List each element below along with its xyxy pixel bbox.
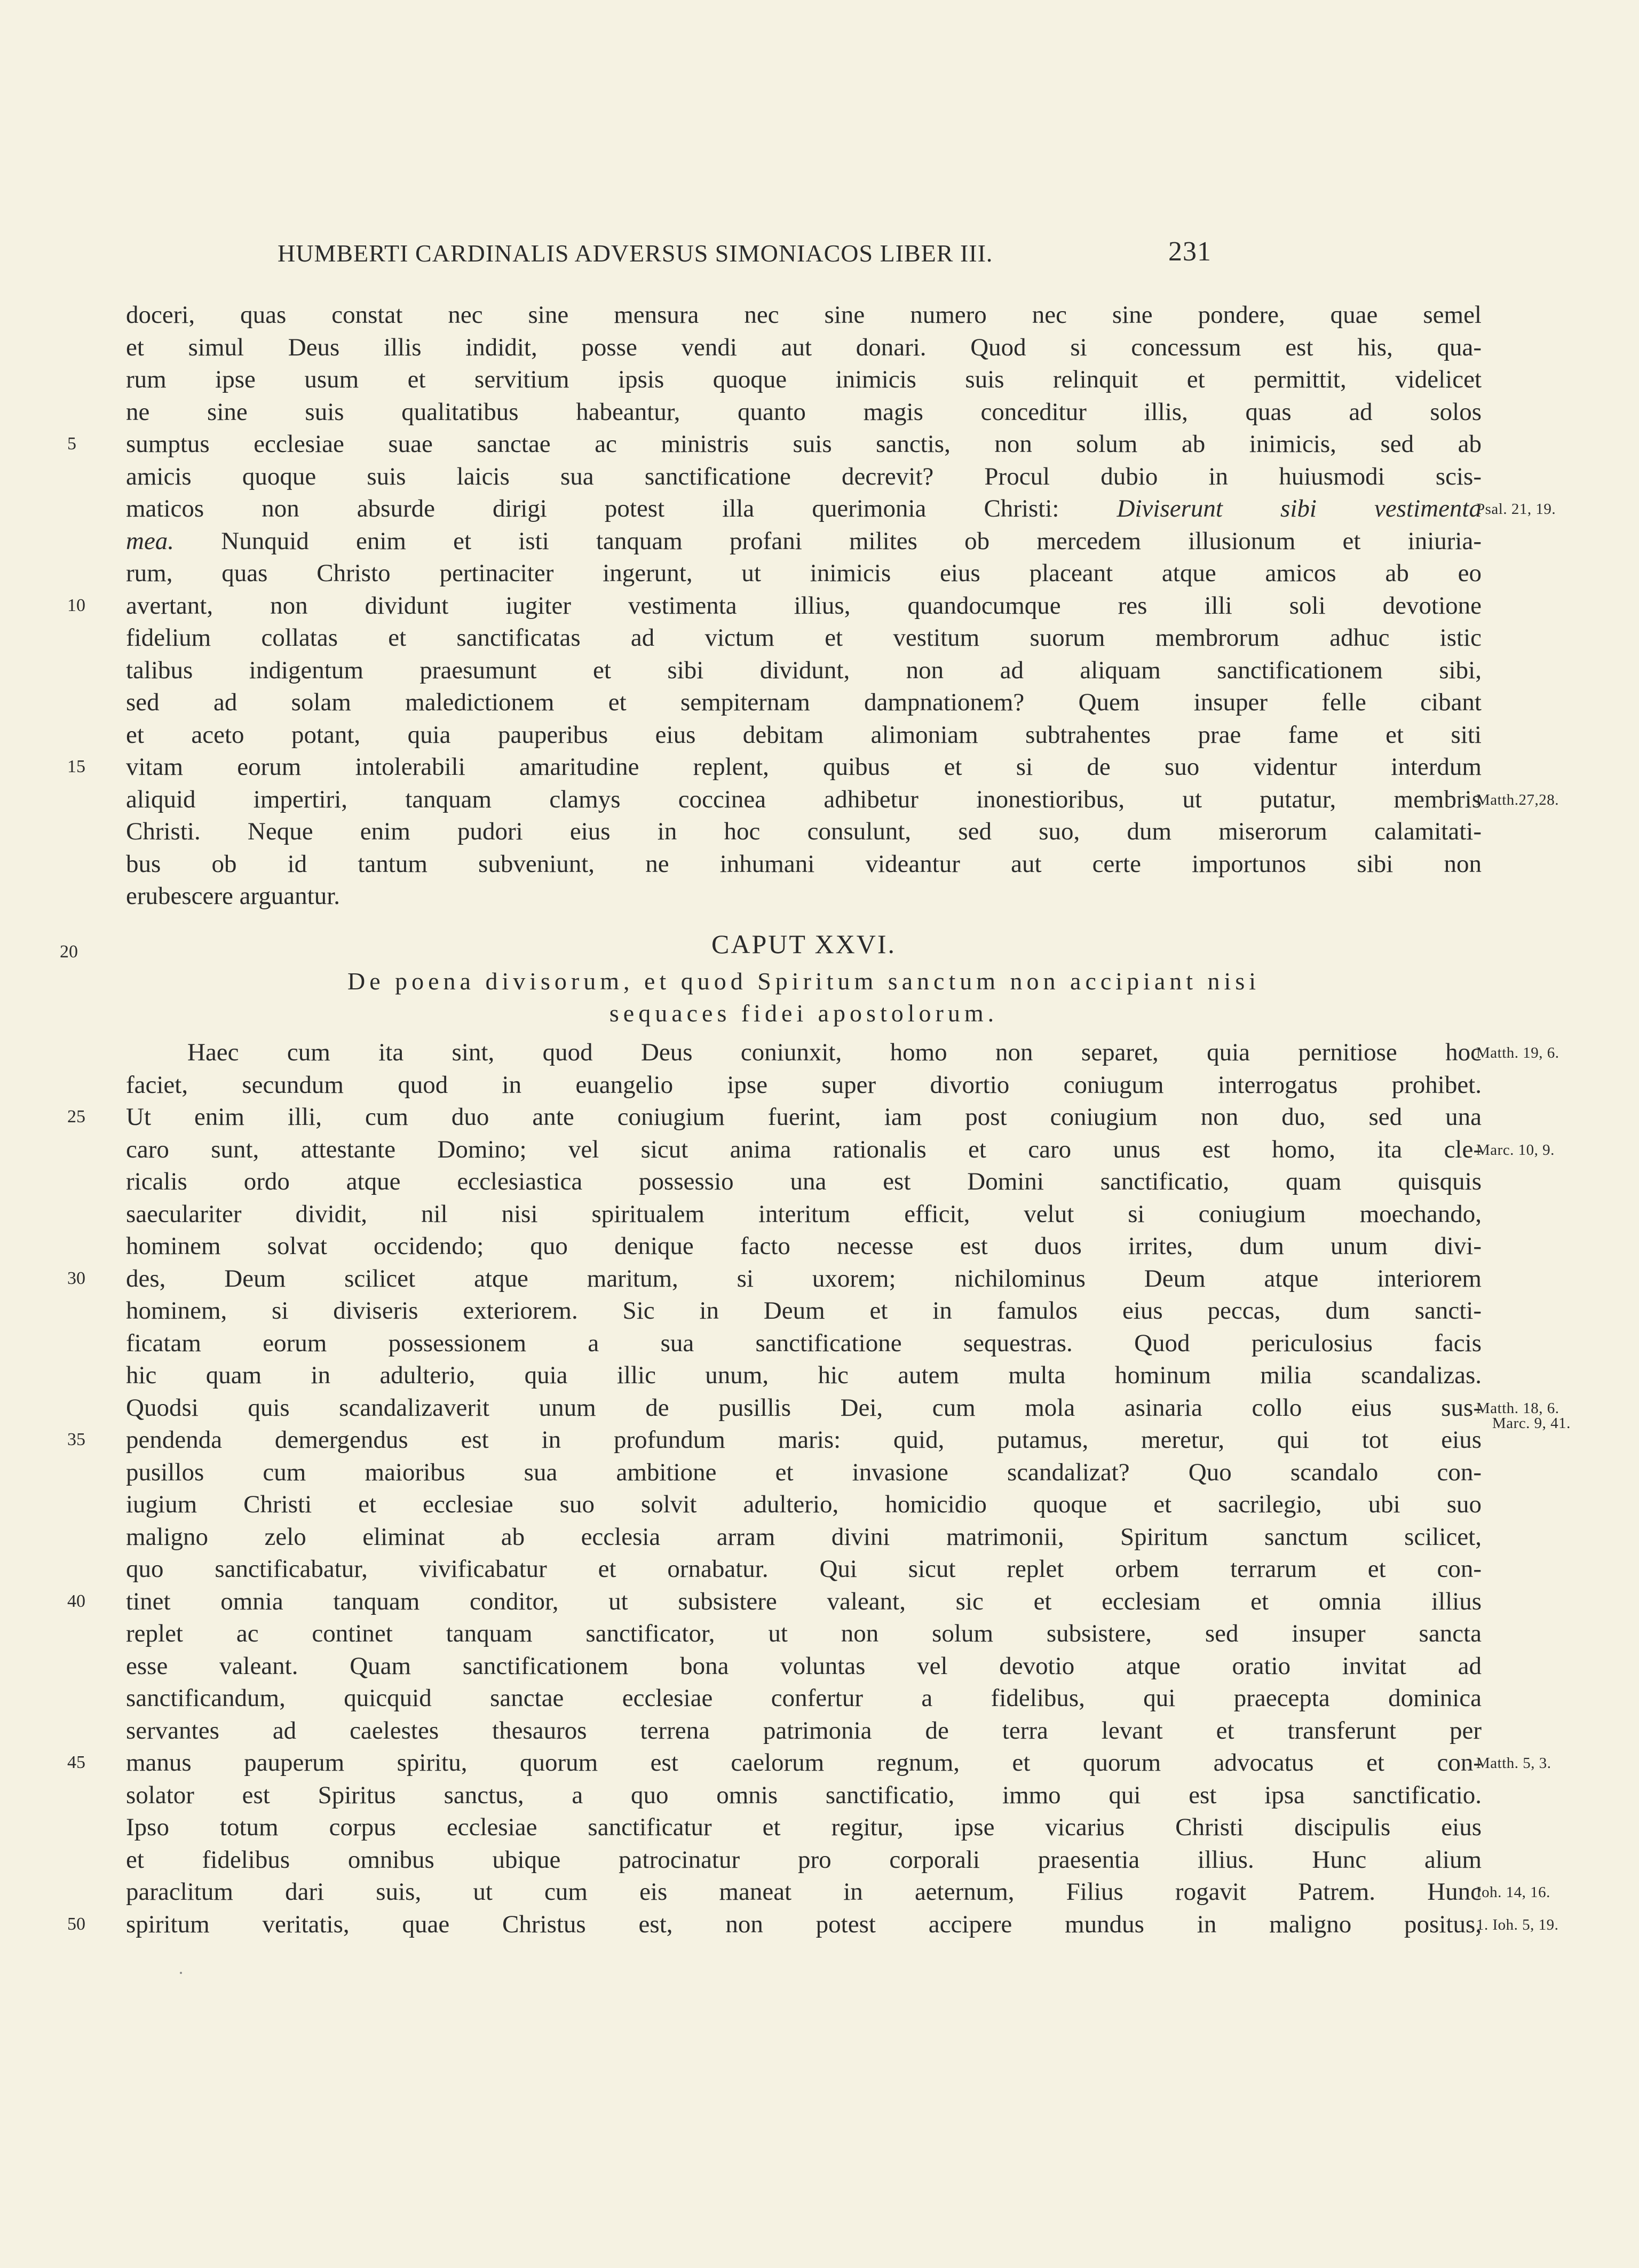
line-body: Ut enim illi, cum duo ante coniugium fuerint, iam post coniugium non duo, sed una bbox=[126, 1103, 1482, 1131]
line-text bbox=[126, 1456, 1482, 1489]
line-text bbox=[126, 1876, 1482, 1908]
text-line bbox=[67, 751, 1599, 783]
line-text bbox=[126, 719, 1482, 751]
margin-reference: Matth. 5, 3. bbox=[1476, 1755, 1551, 1772]
line-text bbox=[126, 1263, 1482, 1295]
text-line bbox=[67, 1747, 1599, 1779]
line-body: maticos non absurde dirigi potest illa querimonia Christi: bbox=[126, 495, 1059, 522]
line-body: avertant, non dividunt iugiter vestimenta illius, quandocumque res illi soli devotione bbox=[126, 591, 1482, 620]
margin-reference: Matth. 18, 6. bbox=[1476, 1399, 1559, 1417]
line-text bbox=[126, 1617, 1482, 1650]
line-text bbox=[126, 1133, 1482, 1166]
line-body: amicis quoque suis laicis sua sanctificatione decrevit? Procul dubio in huiusmodi scis- bbox=[126, 462, 1482, 490]
text-line bbox=[126, 848, 1599, 881]
line-body: Christi. Neque enim pudori eius in hoc consulunt, sed suo, dum miserorum calamitati- bbox=[126, 818, 1482, 845]
margin-reference: Psal. 21, 19. bbox=[1476, 501, 1556, 518]
scripture-quote: mea. bbox=[126, 527, 175, 555]
text-line bbox=[67, 1908, 1599, 1941]
text-line bbox=[126, 1392, 1599, 1432]
line-body: servantes ad caelestes thesauros terrena patrimonia de terra levant et transferunt per bbox=[126, 1716, 1482, 1744]
line-text bbox=[126, 1585, 1482, 1618]
text-line bbox=[126, 1811, 1599, 1844]
line-text bbox=[126, 1392, 1482, 1424]
line-text bbox=[126, 299, 1482, 331]
line-body: rum ipse usum et servitium ipsis quoque inimicis suis relinquit et permittit, videlicet bbox=[126, 366, 1482, 393]
text-line bbox=[126, 461, 1599, 493]
margin-reference: Matth. 19, 6. bbox=[1476, 1044, 1559, 1061]
line-text bbox=[126, 590, 1482, 622]
text-line bbox=[126, 1521, 1599, 1553]
line-number: 45 bbox=[67, 1752, 85, 1772]
line-body: manus pauperum spiritu, quorum est caelorum regnum, et quorum advocatus et con- bbox=[126, 1749, 1482, 1777]
line-text bbox=[126, 751, 1482, 783]
line-number: 50 bbox=[67, 1914, 85, 1934]
margin-reference: Marc. 9, 41. bbox=[1492, 1414, 1571, 1432]
line-body: talibus indigentum praesumunt et sibi dividunt, non ad aliquam sanctificationem sibi, bbox=[126, 656, 1482, 684]
line-text bbox=[126, 1488, 1482, 1521]
line-text bbox=[126, 396, 1482, 429]
line-text bbox=[126, 461, 1482, 493]
line-body: iugium Christi et ecclesiae suo solvit adulterio, homicidio quoque et sacrilegio, ubi suo bbox=[126, 1490, 1482, 1518]
text-line bbox=[126, 1295, 1599, 1327]
text-line bbox=[67, 1101, 1599, 1133]
line-text bbox=[126, 1165, 1482, 1198]
text-line bbox=[126, 1553, 1599, 1585]
margin-reference: Matth.27,28. bbox=[1476, 791, 1559, 808]
text-line bbox=[126, 1844, 1599, 1876]
text-line bbox=[126, 1715, 1599, 1747]
line-number: 35 bbox=[67, 1430, 85, 1449]
line-text bbox=[126, 686, 1482, 719]
line-body: maligno zelo eliminat ab ecclesia arram divini matrimonii, Spiritum sanctum scilicet, bbox=[126, 1522, 1482, 1551]
margin-reference: 1. Ioh. 5, 19. bbox=[1476, 1916, 1559, 1933]
ink-speck bbox=[180, 1972, 182, 1974]
paragraph-2 bbox=[67, 1036, 1599, 1940]
line-text bbox=[126, 1295, 1482, 1327]
line-body: paraclitum dari suis, ut cum eis maneat in aeternum, Filius rogavit Patrem. Hunc bbox=[126, 1878, 1482, 1906]
line-body: Quodsi quis scandalizaverit unum de pusillis Dei, cum mola asinaria collo eius sus- bbox=[126, 1393, 1482, 1422]
text-line bbox=[67, 590, 1599, 622]
text-line bbox=[126, 654, 1599, 687]
line-body: saeculariter dividit, nil nisi spiritualem interitum efficit, velut si coniugium moechando, bbox=[126, 1200, 1482, 1228]
line-text bbox=[126, 1036, 1482, 1069]
line-body: et fidelibus omnibus ubique patrocinatur pro corporali praesentia illius. Hunc alium bbox=[126, 1845, 1482, 1874]
scripture-quote: Diviserunt sibi vestimenta bbox=[1117, 495, 1482, 522]
line-text bbox=[126, 1908, 1482, 1941]
line-body: Haec cum ita sint, quod Deus coniunxit, homo non separet, quia pernitiose hoc bbox=[187, 1038, 1482, 1066]
paragraph-1 bbox=[67, 299, 1599, 913]
line-body: sanctificandum, quicquid sanctae ecclesiae confertur a fidelibus, qui praecepta dominica bbox=[126, 1684, 1482, 1712]
line-body: hic quam in adulterio, quia illic unum, hic autem multa hominum milia scandalizas. bbox=[126, 1361, 1482, 1389]
line-body: ficatam eorum possessionem a sua sanctificatione sequestras. Quod periculosius facis bbox=[126, 1329, 1482, 1357]
chapter-title: CAPUT XXVI. bbox=[711, 929, 896, 959]
line-text bbox=[126, 1747, 1482, 1779]
line-body: spiritum veritatis, quae Christus est, non potest accipere mundus in maligno positus, bbox=[126, 1910, 1482, 1938]
text-line bbox=[126, 1779, 1599, 1812]
text-line bbox=[126, 1230, 1599, 1263]
line-number: 30 bbox=[67, 1268, 85, 1288]
page-number: 231 bbox=[1168, 236, 1212, 267]
line-text bbox=[126, 428, 1482, 461]
line-text bbox=[126, 1424, 1482, 1456]
line-text bbox=[126, 815, 1482, 848]
line-body: des, Deum scilicet atque maritum, si uxorem; nichilominus Deum atque interiorem bbox=[126, 1264, 1482, 1292]
text-line bbox=[126, 686, 1599, 719]
text-line bbox=[126, 493, 1599, 525]
line-text bbox=[126, 1230, 1482, 1263]
text-line bbox=[126, 880, 1599, 913]
line-body: quo sanctificabatur, vivificabatur et ornabatur. Qui sicut replet orbem terrarum et con- bbox=[126, 1555, 1482, 1583]
line-text bbox=[126, 1069, 1482, 1101]
line-body: faciet, secundum quod in euangelio ipse super divortio coniugum interrogatus prohibet. bbox=[126, 1070, 1482, 1099]
text-line bbox=[126, 1617, 1599, 1650]
line-text bbox=[126, 1844, 1482, 1876]
line-text bbox=[126, 783, 1482, 816]
line-text bbox=[126, 1715, 1482, 1747]
text-line bbox=[126, 557, 1599, 590]
line-body: esse valeant. Quam sanctificationem bona voluntas vel devotio atque oratio invitat ad bbox=[126, 1652, 1482, 1680]
line-number: 25 bbox=[67, 1107, 85, 1127]
text-line bbox=[126, 299, 1599, 331]
line-body: rum, quas Christo pertinaciter ingerunt, ut inimicis eius placeant atque amicos ab eo bbox=[126, 559, 1482, 587]
line-text bbox=[126, 880, 1482, 913]
line-text bbox=[126, 525, 1482, 558]
line-body: pusillos cum maioribus sua ambitione et invasione scandalizat? Quo scandalo con- bbox=[126, 1458, 1482, 1486]
line-body: ne sine suis qualitatibus habeantur, quanto magis conceditur illis, quas ad solos bbox=[126, 398, 1482, 426]
text-line bbox=[126, 1327, 1599, 1360]
text-line bbox=[126, 396, 1599, 429]
running-title: HUMBERTI CARDINALIS ADVERSUS SIMONIACOS LIBER III. bbox=[278, 240, 993, 267]
text-line bbox=[126, 719, 1599, 751]
text-line bbox=[126, 1165, 1599, 1198]
text-line bbox=[126, 783, 1599, 816]
line-body: ricalis ordo atque ecclesiastica possessio una est Domini sanctificatio, quam quisquis bbox=[126, 1168, 1482, 1195]
line-body: et aceto potant, quia pauperibus eius debitam alimoniam subtrahentes prae fame et siti bbox=[126, 720, 1482, 749]
text-line bbox=[126, 622, 1599, 654]
line-body: replet ac continet tanquam sanctificator, ut non solum subsistere, sed insuper sancta bbox=[126, 1620, 1482, 1647]
text-line bbox=[67, 1585, 1599, 1618]
line-body: Ipso totum corpus ecclesiae sanctificatur et regitur, ipse vicarius Christi discipulis eius bbox=[126, 1813, 1482, 1841]
text-line bbox=[126, 1359, 1599, 1392]
line-text bbox=[126, 1198, 1482, 1231]
line-body: Nunquid enim et isti tanquam profani milites ob mercedem illusionum et iniuria- bbox=[221, 527, 1482, 555]
text-line bbox=[126, 1133, 1599, 1166]
running-header bbox=[278, 236, 1212, 276]
line-body: hominem, si diviseris exteriorem. Sic in Deum et in famulos eius peccas, dum sancti- bbox=[126, 1297, 1482, 1325]
line-number: 15 bbox=[67, 757, 85, 776]
text-line bbox=[126, 525, 1599, 558]
text-line bbox=[126, 1456, 1599, 1489]
line-text bbox=[126, 363, 1482, 396]
line-body: caro sunt, attestante Domino; vel sicut anima rationalis et caro unus est homo, ita cle- bbox=[126, 1135, 1482, 1163]
line-text bbox=[126, 557, 1482, 590]
line-body: aliquid impertiri, tanquam clamys coccinea adhibetur inonestioribus, ut putatur, membris bbox=[126, 785, 1482, 813]
chapter-subtitle-line-2: sequaces fidei apostolorum. bbox=[609, 1000, 999, 1027]
line-text bbox=[126, 1521, 1482, 1553]
text-line bbox=[126, 1198, 1599, 1231]
line-text bbox=[126, 848, 1482, 881]
line-text bbox=[126, 1359, 1482, 1392]
line-body: sed ad solam maledictionem et sempiternam dampnationem? Quem insuper felle cibant bbox=[126, 688, 1482, 716]
line-body: bus ob id tantum subveniunt, ne inhumani videantur aut certe importunos sibi non bbox=[126, 850, 1482, 878]
line-number: 10 bbox=[67, 595, 85, 615]
text-line bbox=[126, 1036, 1599, 1069]
text-line bbox=[67, 1424, 1599, 1456]
text-line bbox=[126, 331, 1599, 364]
line-body: tinet omnia tanquam conditor, ut subsistere valeant, sic et ecclesiam et omnia illius bbox=[126, 1587, 1482, 1615]
line-text bbox=[126, 1553, 1482, 1585]
margin-reference: Marc. 10, 9. bbox=[1476, 1141, 1555, 1159]
line-text bbox=[126, 331, 1482, 364]
margin-reference: Ioh. 14, 16. bbox=[1476, 1884, 1550, 1901]
line-body: vitam eorum intolerabili amaritudine replent, quibus et si de suo videntur interdum bbox=[126, 753, 1482, 781]
line-body: pendenda demergendus est in profundum maris: quid, putamus, meretur, qui tot eius bbox=[126, 1426, 1482, 1454]
text-line bbox=[126, 1682, 1599, 1715]
text-line bbox=[126, 1488, 1599, 1521]
line-body: hominem solvat occidendo; quo denique facto necesse est duos irrites, dum unum divi- bbox=[126, 1232, 1482, 1260]
line-text bbox=[126, 1327, 1482, 1360]
line-text bbox=[126, 1682, 1482, 1715]
text-line bbox=[67, 1263, 1599, 1295]
line-body: doceri, quas constat nec sine mensura nec sine numero nec sine pondere, quae semel bbox=[126, 301, 1482, 329]
line-text bbox=[126, 1101, 1482, 1133]
line-text bbox=[126, 622, 1482, 654]
line-number: 20 bbox=[60, 942, 78, 962]
text-line bbox=[67, 428, 1599, 461]
text-line bbox=[126, 363, 1599, 396]
line-text bbox=[126, 654, 1482, 687]
line-text bbox=[126, 1650, 1482, 1683]
line-number: 40 bbox=[67, 1591, 85, 1611]
line-body: fidelium collatas et sanctificatas ad victum et vestitum suorum membrorum adhuc istic bbox=[126, 624, 1482, 652]
line-body: et simul Deus illis indidit, posse vendi aut donari. Quod si concessum est his, qua- bbox=[126, 333, 1482, 361]
line-body: sumptus ecclesiae suae sanctae ac ministris suis sanctis, non solum ab inimicis, sed ab bbox=[126, 430, 1482, 458]
text-line bbox=[126, 1876, 1599, 1908]
chapter-subtitle-line-1: De poena divisorum, et quod Spiritum sanctum non accipiant nisi bbox=[347, 968, 1261, 995]
line-body: erubescere arguantur. bbox=[126, 882, 341, 910]
line-text bbox=[126, 1811, 1482, 1844]
line-body: solator est Spiritus sanctus, a quo omnis sanctificatio, immo qui est ipsa sanctificatio. bbox=[126, 1781, 1482, 1809]
text-line bbox=[126, 1650, 1599, 1683]
text-line bbox=[126, 815, 1599, 848]
text-line bbox=[126, 1069, 1599, 1101]
line-number: 5 bbox=[67, 434, 76, 454]
line-text bbox=[126, 1779, 1482, 1812]
line-text bbox=[126, 493, 1482, 525]
